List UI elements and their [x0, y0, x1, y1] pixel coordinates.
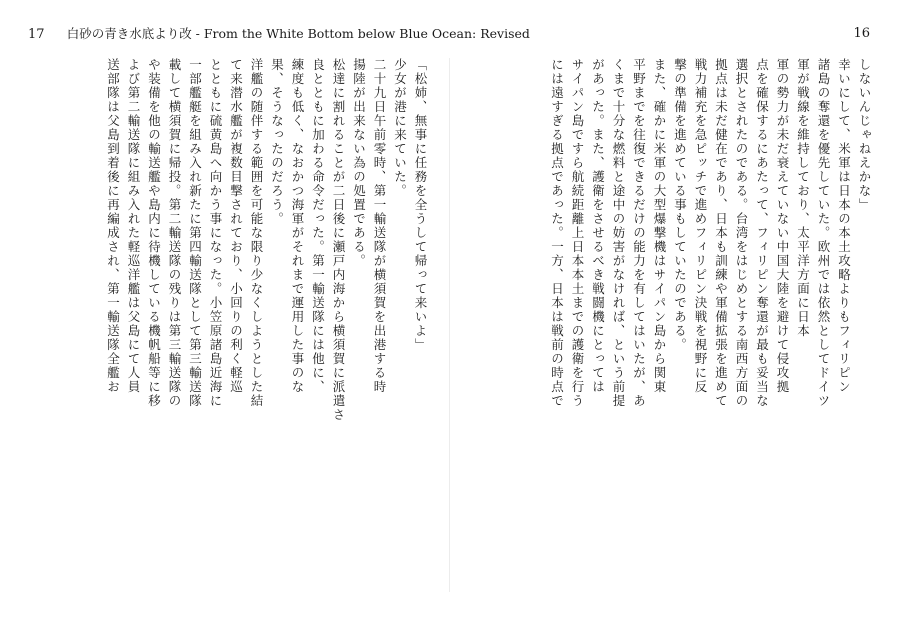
book-title: 白砂の青き水底より改 - From the White Bottom below Blue Ocean: Revised: [66, 26, 530, 41]
text-column: 平野までを往復できるだけの能力を有してはいたが、あ: [631, 58, 647, 408]
text-column: 松達に割れることが二日後に瀬戸内海から横須賀に派遣さ: [331, 58, 346, 422]
right-page-body: [470, 58, 874, 592]
text-column: 良とともに加わる命令だった。第一輸送隊には他に、: [310, 58, 326, 394]
text-column: 撃の準備を進めている事もしていたのである。: [672, 58, 688, 352]
text-column: 載して横須賀に帰投。第二輸送隊の残りは第三輸送隊の: [167, 58, 182, 408]
text-column: 軍が戦線を維持しており、太平洋方面に日本: [795, 58, 811, 338]
text-column: 点を確保するにあたって、フィリピン奪還が最も妥当な: [754, 58, 770, 408]
text-column: があった。また、護衛をさせるべき戦闘機にとっては: [590, 58, 606, 394]
text-column: 諸島の奪還を優先していた。欧州では依然としてドイツ: [816, 58, 831, 408]
text-column: 幸いにして、米軍は日本の本土攻略よりもフィリピン: [836, 58, 852, 394]
text-column: 一部艦艇を組み入れ新たに第四輸送隊として第三輸送隊: [187, 58, 203, 408]
text-column: くまで十分な燃料と途中の妨害がなければ、という前提: [611, 58, 626, 408]
text-column: 軍の勢力が未だ衰えていない中国大陸を避けて侵攻拠: [775, 58, 790, 394]
text-column: よび第二輸送隊に組み入れた軽巡洋艦は父島にて人員: [126, 58, 141, 394]
text-column: しないんじゃねえかな」: [857, 58, 872, 212]
text-column: 選択とされたのである。台湾をはじめとする南西方面の: [734, 58, 749, 408]
left-page-number: 17: [28, 27, 45, 42]
text-column: 戦力補充を急ピッチで進めフィリピン決戦を視野に反: [693, 58, 708, 394]
right-page-header: [853, 26, 870, 42]
text-column: 少女が港に来ていた。: [392, 58, 408, 198]
text-column: 送部隊は父島到着後に再編成され、第一輸送隊全艦お: [105, 58, 121, 394]
text-column: 果、そうなったのだろう。: [269, 58, 285, 226]
page-gutter: [449, 58, 450, 592]
text-column: サイパン島ですら航続距離上日本本土までの護衛を行う: [570, 58, 585, 408]
text-column: て来潜水艦が複数目撃されており、小回りの利く軽巡: [228, 58, 244, 394]
left-page-body: [26, 58, 430, 592]
text-column: 洋艦の随伴する範囲を可能な限り少なくしようとした結: [249, 58, 264, 408]
text-column: 練度も低く、なおかつ海軍がそれまで運用した事のな: [290, 58, 305, 394]
text-column: また、確かに米軍の大型爆撃機はサイパン島から関東: [652, 58, 667, 394]
text-column: 「松姉、無事に任務を全うして帰って来いよ」: [413, 58, 428, 352]
text-column: や装備を他の輸送艦や島内に待機している機帆船等に移: [146, 58, 162, 408]
right-page-number: 16: [853, 26, 870, 41]
text-column: とともに硫黄島へ向かう事になった。小笠原諸島近海に: [208, 58, 223, 408]
text-column: には遠すぎる拠点であった。一方、日本は戦前の時点で: [549, 58, 565, 408]
left-page-header: [28, 26, 530, 42]
text-column: 拠点は未だ健在であり、日本も訓練や軍備拡張を進めて: [713, 58, 729, 408]
text-column: 揚陸が出来ない為の処置である。: [351, 58, 367, 268]
text-column: 二十九日午前零時、第一輸送隊が横須賀を出港する時: [372, 58, 387, 394]
